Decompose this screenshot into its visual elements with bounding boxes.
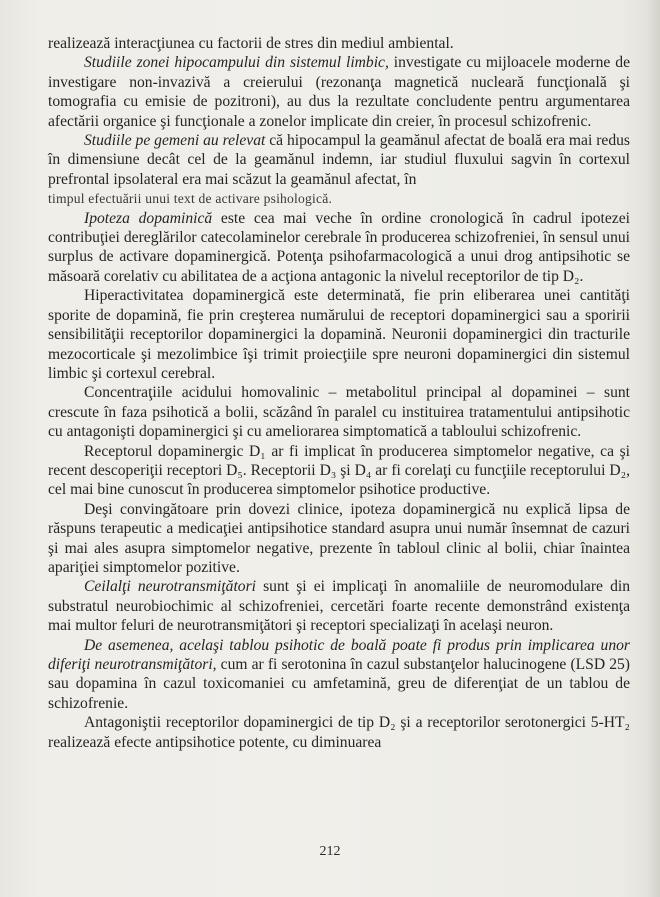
paragraph <box>48 34 630 53</box>
text-run: investigate cu mijloacele moderne de investigare non-invazivă a creierului (rezonanţa magnetică nucleară funcţională şi tomografia cu emisie de pozitroni), au dus la rezultate concludente pentru argumentarea afectării organice şi funcţionale a zonelor implicate din creier, în procesul schizofrenic. <box>48 54 630 130</box>
paragraph <box>48 189 630 208</box>
italic-run: Ipoteza dopaminică <box>84 209 213 227</box>
paragraph <box>48 53 630 131</box>
text-run: cum ar fi serotonina în cazul substanţelor halucinogene (LSD 25) sau dopamina în cazul toxicomaniei cu amfetamină, greu de diferenţiat de un tablou de schizofrenie. <box>48 656 630 712</box>
paragraph <box>48 442 630 500</box>
paragraph <box>48 209 630 287</box>
text-run: Deşi convingătoare prin dovezi clinice, ipoteza dopaminergică nu explică lipsa de răspuns terapeutic a medicaţiei antipsihotice standard asupra unui număr însemnat de cazuri şi mai ales asupra simptomelor negative, prezente în tabloul clinic al bolii, chiar înaintea apariţiei simptomelor pozitive. <box>48 500 630 576</box>
text-run: sunt şi ei implicaţi în anomaliile de neuromodulare din substratul neurobiochimic al schizofreniei, cercetări foarte recente demonstrând existenţa mai multor feluri de neurotransmiţători şi receptori specializaţi în acelaşi neuron. <box>48 578 630 635</box>
text-run: este cea mai veche în ordine cronologică în cadrul ipotezei contribuţiei dereglărilor catecolaminelor cerebrale în producerea schizofreniei, în sensul unui surplus de activare dopaminergică. Potenţa psihofarmacologică a unui drog antipsihotic se măsoară corelativ cu abilitatea de a acţiona antagonic la nivelul receptorilor de tip D₂. <box>48 209 630 285</box>
text-run: timpul efectuării unui text de activare psihologică. <box>48 191 333 207</box>
text-run: Hiperactivitatea dopaminergică este determinată, fie prin eliberarea unei cantităţi sporite de dopamină, fie prin creşterea numărului de receptori dopaminergici sau a sporirii sensibilităţii receptorilor dopaminergici la dopamină. Neuronii dopaminergici din tracturile mezocorticale şi mezolimbice îşi trimit proiecţiile spre neuroni dopaminergici din sistemul limbic şi cortexul cerebral. <box>48 287 630 382</box>
text-run: Concentraţiile acidului homovalinic – metabolitul principal al dopaminei – sunt crescute în faza psihotică a bolii, scăzând în paralel cu instituirea tratamentului antipsihotic cu antagonişti dopaminergici şi cu ameliorarea simptomatică a tabloului schizofrenic. <box>48 384 630 441</box>
paragraph <box>48 286 630 383</box>
text-run: că hipocampul la geamănul afectat de boală era mai redus în dimensiune decât cel de la geamănul indemn, iar studiul fluxului sagvin în cortexul prefrontal ipsolateral era mai scăzut la geamănul afectat, în <box>48 132 630 188</box>
paragraph <box>48 131 630 189</box>
paragraph <box>48 713 630 752</box>
italic-run: Studiile pe gemeni au relevat <box>84 132 266 150</box>
paragraph <box>48 383 630 441</box>
paragraph <box>48 636 630 714</box>
text-run: Antagoniştii receptorilor dopaminergici de tip D₂ şi a receptorilor serotonergici 5-HT₂ realizează efecte antipsihotice potente, cu diminuarea <box>48 714 630 751</box>
paragraph <box>48 577 630 635</box>
italic-run: Ceilalţi neurotransmiţători <box>84 578 257 596</box>
page-edge-shadow <box>646 0 660 897</box>
body-text <box>48 34 630 752</box>
italic-run: De asemenea, acelaşi tablou psihotic de boală poate fi produs prin implicarea unor diferiţi neurotransmiţători, <box>48 636 630 673</box>
text-run: realizează interacţiunea cu factorii de stres din mediul ambiental. <box>48 35 454 52</box>
text-run: Receptorul dopaminergic D₁ ar fi implicat în producerea simptomelor negative, ca şi recent descoperiţii receptori D₅. Receptorii D₃ şi D₄ ar fi corelaţi cu funcţiile receptorului D₂, cel mai bine cunoscut în producerea simptomelor psihotice productive. <box>48 442 630 499</box>
page-number: 212 <box>319 844 341 859</box>
paragraph <box>48 500 630 578</box>
italic-run: Studiile zonei hipocampului din sistemul limbic, <box>84 54 389 72</box>
